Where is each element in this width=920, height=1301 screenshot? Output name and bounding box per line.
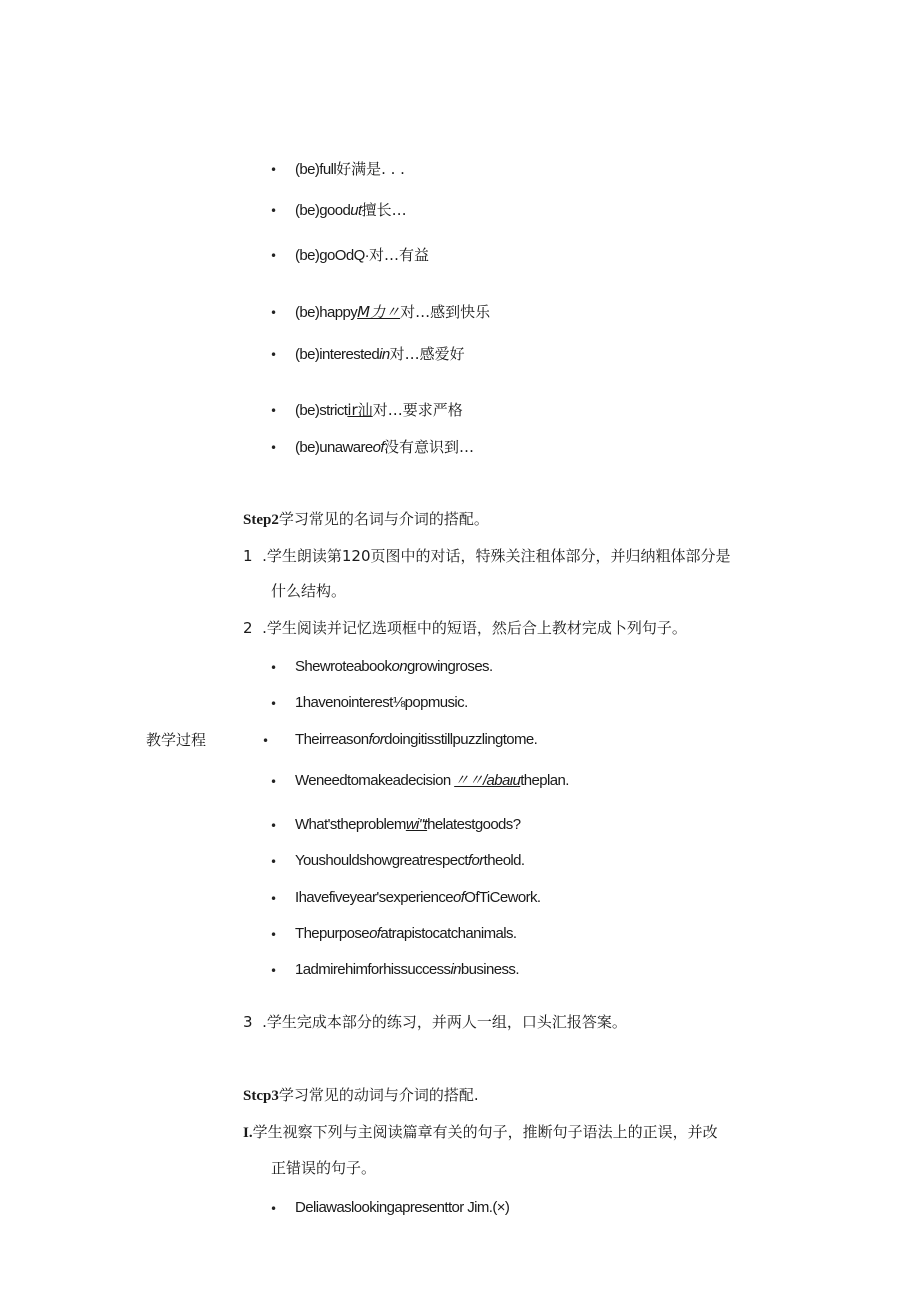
- list-item: Ihavefiveyear'sexperienceofOfTiCework.: [295, 889, 541, 906]
- list-item: (be)strictir汕对…要求严格: [295, 401, 463, 419]
- bullet: •: [270, 441, 278, 455]
- list-item: (be)full好满是. . .: [295, 160, 405, 178]
- list-item: Thepurposeofatrapistocatchanimals.: [295, 925, 517, 942]
- bullet: •: [270, 163, 278, 177]
- bullet: •: [270, 964, 278, 978]
- bullet: •: [270, 819, 278, 833]
- list-item: (be)interestedin对…感爱好: [295, 345, 465, 363]
- list-item: Youshouldshowgreatrespectfortheold.: [295, 852, 525, 869]
- step2-item-1: 1 .学生朗读第120页图中的对话，特殊关注租体部分，并归纳粗体部分是: [243, 547, 731, 565]
- step2-item-2: 2 .学生阅读并记忆选项框中的短语，然后合上教材完成卜列句子。: [243, 619, 687, 637]
- bullet: •: [262, 734, 270, 748]
- list-item: What'stheproblemwi"thelatestgoods?: [295, 816, 521, 833]
- step3-heading: Stcp3学习常见的动词与介词的搭配.: [243, 1086, 479, 1104]
- list-item: Deliawaslookingapresenttor Jim.(×): [295, 1199, 510, 1216]
- list-item: Theirreasonfordoingitisstillpuzzlingtome.: [295, 731, 538, 748]
- list-item: (be)happyM力〃对…感到快乐: [295, 303, 491, 321]
- step3-item-1-continuation: 正错误的句子。: [271, 1159, 377, 1177]
- bullet: •: [270, 1202, 278, 1216]
- step2-heading: Step2学习常见的名词与介词的搭配。: [243, 510, 489, 528]
- list-item: 1havenointerest⅛popmusic.: [295, 694, 468, 711]
- bullet: •: [270, 249, 278, 263]
- list-item: Weneedtomakeadecision 〃〃/abaιutheplan.: [295, 772, 569, 789]
- bullet: •: [270, 404, 278, 418]
- bullet: •: [270, 697, 278, 711]
- list-item: (be)goOdQ·对…有益: [295, 246, 430, 264]
- section-label: 教学过程: [146, 731, 207, 749]
- bullet: •: [270, 855, 278, 869]
- list-item: 1admirehimforhissuccessinbusiness.: [295, 961, 519, 978]
- bullet: •: [270, 348, 278, 362]
- bullet: •: [270, 204, 278, 218]
- bullet: •: [270, 892, 278, 906]
- bullet: •: [270, 306, 278, 320]
- bullet: •: [270, 928, 278, 942]
- list-item: (be)unawareof没有意识到…: [295, 438, 474, 456]
- bullet: •: [270, 775, 278, 789]
- step2-item-1-continuation: 什么结构。: [271, 582, 347, 600]
- bullet: •: [270, 661, 278, 675]
- list-item: Shewroteabookongrowingroses.: [295, 658, 493, 675]
- list-item: (be)goodut擅长…: [295, 201, 407, 219]
- step3-item-1: I.学生视察下列与主阅读篇章有关的句子，推断句子语法上的正误，并改: [243, 1123, 718, 1141]
- step2-item-3: 3 .学生完成本部分的练习，并两人一组，口头汇报答案。: [243, 1013, 627, 1031]
